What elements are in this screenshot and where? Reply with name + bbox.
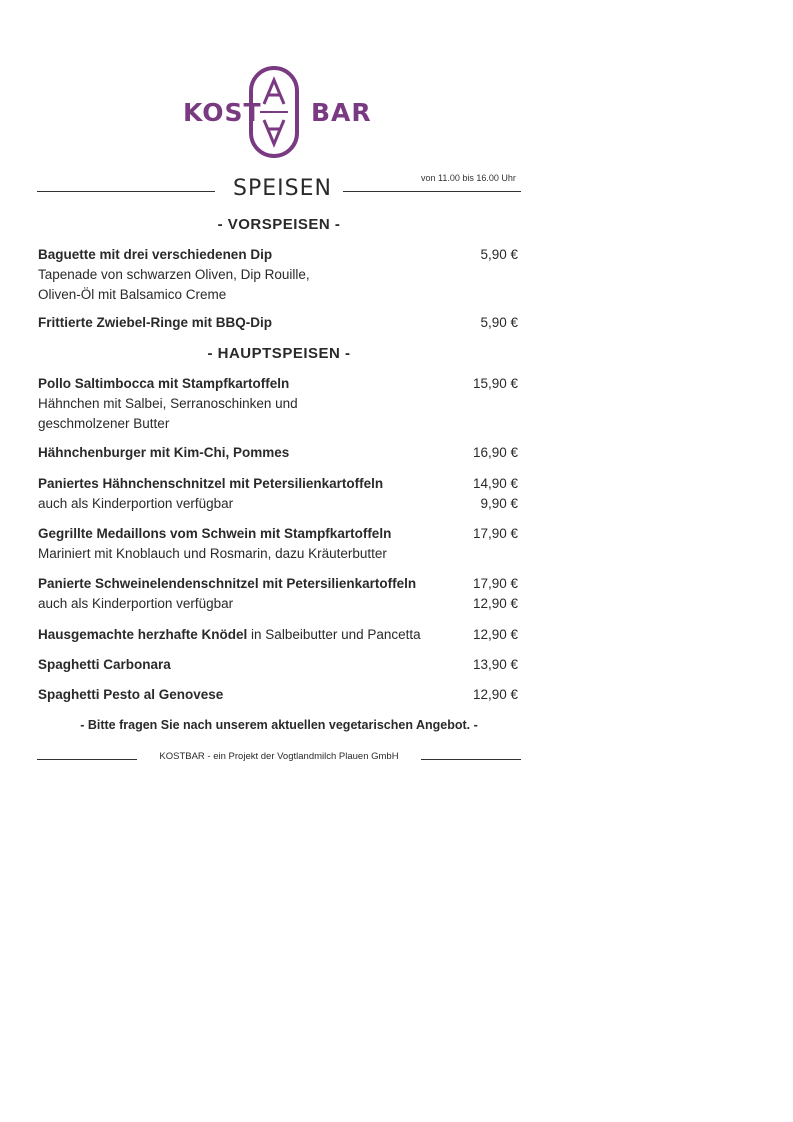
logo-word-bar: BAR xyxy=(311,98,372,127)
item-price: 5,90 € xyxy=(480,315,518,330)
divider-line xyxy=(421,759,521,760)
logo-emblem-icon xyxy=(245,64,303,160)
menu-item xyxy=(38,574,518,614)
item-price: 16,90 € xyxy=(472,445,518,460)
item-description: Tapenade von schwarzen Oliven, Dip Rouille, xyxy=(38,267,310,282)
item-description: Oliven-Öl mit Balsamico Creme xyxy=(38,287,227,302)
menu-item xyxy=(38,685,518,705)
item-name: Spaghetti Pesto al Genovese xyxy=(38,687,224,702)
item-name: Hausgemachte herzhafte Knödel xyxy=(38,627,248,642)
menu-item xyxy=(38,313,518,333)
item-price: 17,90 € xyxy=(472,526,518,541)
kostbar-logo xyxy=(183,64,383,160)
item-price-kids: 9,90 € xyxy=(480,496,518,511)
item-name: Frittierte Zwiebel-Ringe mit BBQ-Dip xyxy=(38,315,273,330)
item-name: Hähnchenburger mit Kim-Chi, Pommes xyxy=(38,445,290,460)
item-description: auch als Kinderportion verfügbar xyxy=(38,596,234,611)
menu-item xyxy=(38,443,518,463)
footer xyxy=(37,751,521,767)
item-description: auch als Kinderportion verfügbar xyxy=(38,496,234,511)
menu-item xyxy=(38,655,518,675)
page-title: SPEISEN xyxy=(233,176,332,201)
item-price: 5,90 € xyxy=(480,247,518,262)
item-description: Mariniert mit Knoblauch und Rosmarin, dazu Kräuterbutter xyxy=(38,546,387,561)
item-price: 14,90 € xyxy=(472,476,518,491)
item-name: Baguette mit drei verschiedenen Dip xyxy=(38,247,273,262)
item-description: in Salbeibutter und Pancetta xyxy=(247,627,421,642)
item-price: 17,90 € xyxy=(472,576,518,591)
divider-line xyxy=(37,759,137,760)
item-name: Panierte Schweinelendenschnitzel mit Petersilienkartoffeln xyxy=(38,576,417,591)
menu-item xyxy=(38,625,518,645)
item-price: 15,90 € xyxy=(472,376,518,391)
item-name: Pollo Saltimbocca mit Stampfkartoffeln xyxy=(38,376,290,391)
menu-item xyxy=(38,474,518,514)
footer-text: KOSTBAR - ein Projekt der Vogtlandmilch Plauen GmbH xyxy=(159,751,399,762)
item-name: Spaghetti Carbonara xyxy=(38,657,171,672)
item-name: Gegrillte Medaillons vom Schwein mit Stampfkartoffeln xyxy=(38,526,392,541)
logo-word-kost: KOST xyxy=(183,98,262,127)
vegetarian-note: - Bitte fragen Sie nach unserem aktuellen vegetarischen Angebot. - xyxy=(80,718,478,732)
item-price: 12,90 € xyxy=(472,627,518,642)
menu-item xyxy=(38,245,518,305)
menu-item xyxy=(38,524,518,564)
section-heading-starters: - VORSPEISEN - xyxy=(217,216,341,233)
item-description: Hähnchen mit Salbei, Serranoschinken und xyxy=(38,396,298,411)
item-description: geschmolzener Butter xyxy=(38,416,170,431)
item-name: Paniertes Hähnchenschnitzel mit Petersilienkartoffeln xyxy=(38,476,384,491)
menu-item xyxy=(38,374,518,434)
section-heading-mains: - HAUPTSPEISEN - xyxy=(207,345,351,362)
item-price: 13,90 € xyxy=(472,657,518,672)
opening-hours: von 11.00 bis 16.00 Uhr xyxy=(421,173,516,183)
divider-line xyxy=(37,191,215,192)
divider-line xyxy=(343,191,521,192)
item-price-kids: 12,90 € xyxy=(472,596,518,611)
item-price: 12,90 € xyxy=(472,687,518,702)
